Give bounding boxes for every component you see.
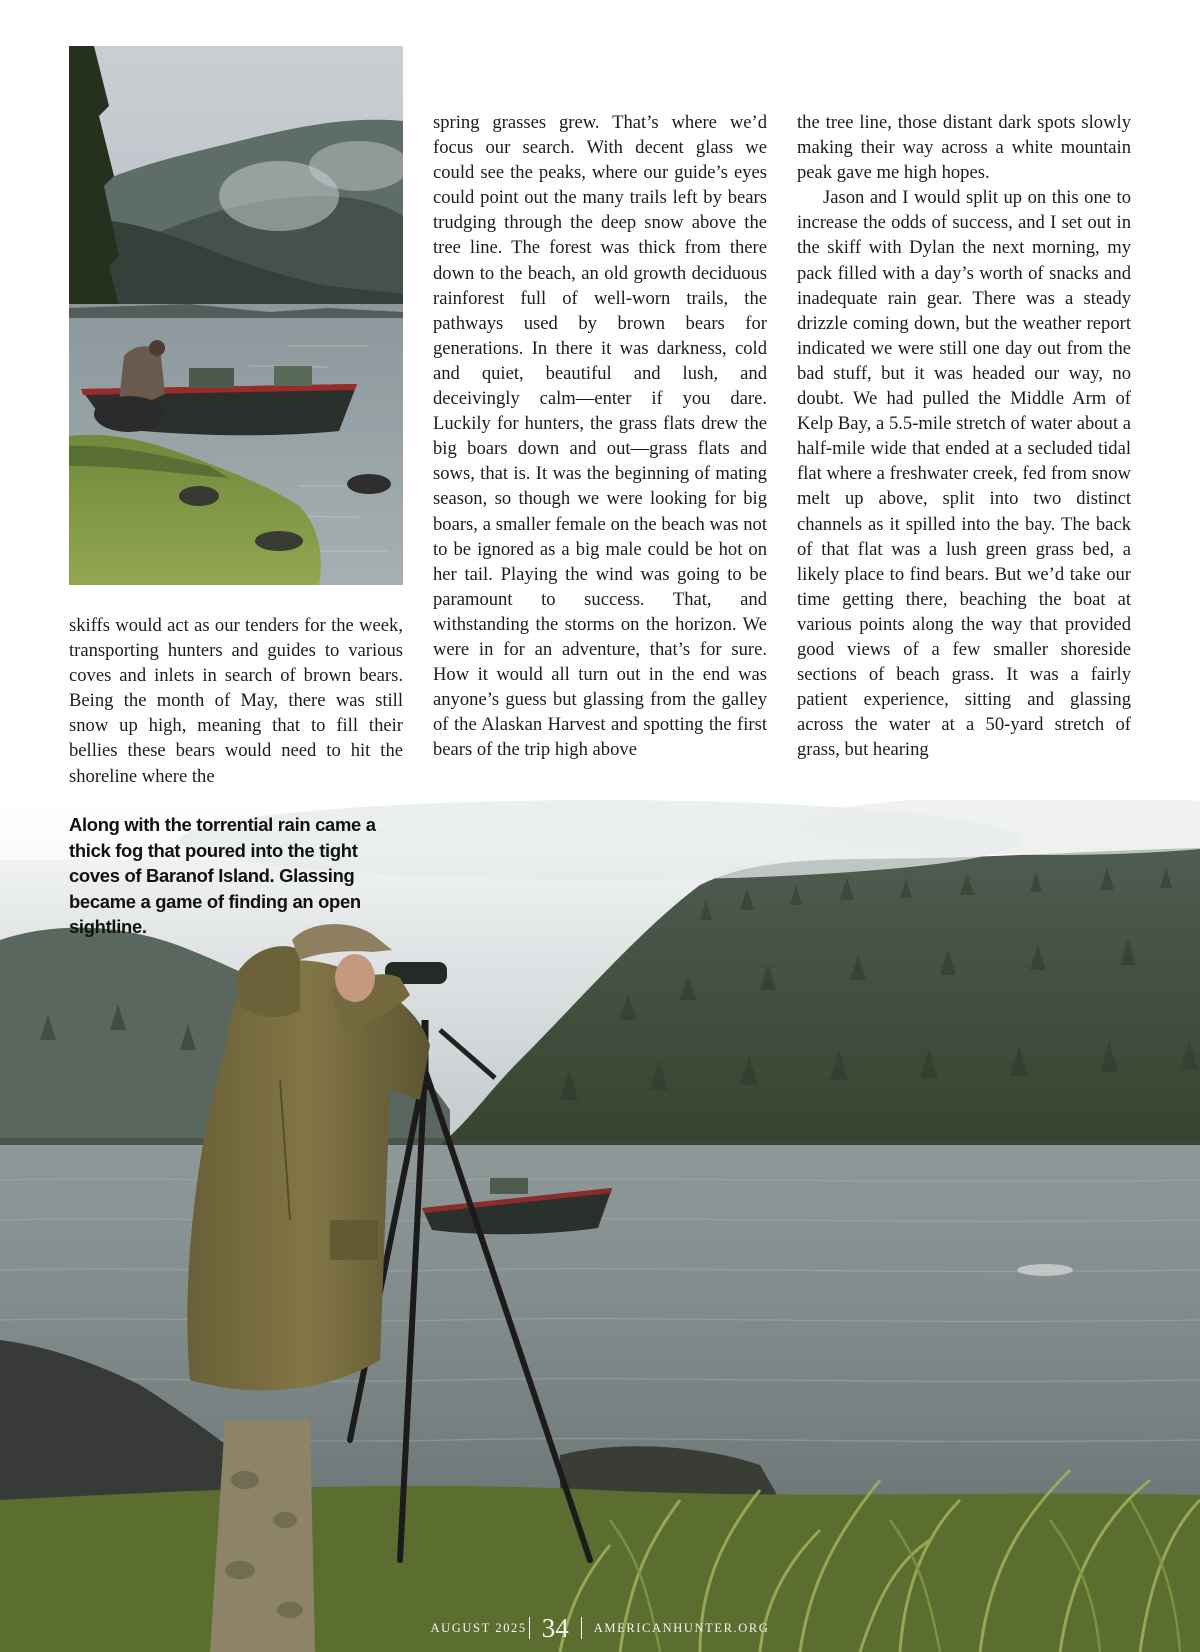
page-footer bbox=[0, 1608, 1200, 1648]
body-paragraph: the tree line, those distant dark spots slowly making their way across a white mountain peak gave me high hopes. bbox=[797, 112, 1131, 184]
footer-divider bbox=[529, 1617, 530, 1639]
body-column-1 bbox=[69, 613, 403, 789]
body-paragraph: spring grasses grew. That’s where we’d focus our search. With decent glass we could see the peaks, where our guide’s eyes could point out the many trails left by bears trudging through the deep snow above the tree line. The forest was thick from there down to the beach, an old growth deciduous rainforest full of well-worn trails, the pathways used by brown bears for generations. In there it was darkness, cold and quiet, beautiful and lush, and deceivingly calm—enter if you dare. Luckily for hunters, the grass flats drew the big boars down and out—grass flats and sows, that is. It was the beginning of mating season, so though we were looking for big boars, a smaller female on the beach was not to be ignored as a big male could be hot on her tail. Playing the wind was going to be paramount to success. That, and withstanding the storms on the horizon. We were in for an adventure, that’s for sure. How it would all turn out in the end was anyone’s guess but glassing from the galley of the Alaskan Harvest and spotting the first bears of the trip high above bbox=[433, 112, 767, 761]
skiff-shoreline-photo bbox=[69, 46, 403, 585]
issue-date: AUGUST 2025 bbox=[430, 1620, 527, 1635]
body-paragraph: Jason and I would split up on this one to increase the odds of success, and I set out in the skiff with Dylan the next morning, my pack filled with a day’s worth of snacks and inadequate rain gear. There was a steady drizzle coming down, but the weather report indicated we were still one day out from the bad stuff, but it was headed our way, no doubt. We had pulled the Middle Arm of Kelp Bay, a 5.5-mile stretch of water about a half-mile wide that ended at a secluded tidal flat where a freshwater creek, fed from snow melt up above, split into two distinct channels as it spilled into the bay. The back of that flat was a lush green grass bed, a likely place to find bears. But we’d take our time getting there, beaching the boat at various points along the way that provided good views of a few smaller shoreside sections of beach grass. It was a fairly patient experience, sitting and glassing across the water at a 50-yard stretch of grass, but hearing bbox=[797, 187, 1131, 761]
body-paragraph: skiffs would act as our tenders for the week, transporting hunters and guides to various coves and inlets in search of brown bears. Being the month of May, there was still snow up high, meaning that to fill their bellies these bears would need to hit the shoreline where the bbox=[69, 615, 403, 787]
body-column-3 bbox=[797, 110, 1131, 762]
footer-divider bbox=[581, 1617, 582, 1639]
photo-caption: Along with the torrential rain came a thick fog that poured into the tight coves of Baranof Island. Glassing became a game of finding an open sightline. bbox=[69, 814, 376, 937]
body-column-2 bbox=[433, 110, 767, 762]
page-number: 34 bbox=[541, 1612, 569, 1643]
website-url: AMERICANHUNTER.ORG bbox=[593, 1620, 770, 1635]
